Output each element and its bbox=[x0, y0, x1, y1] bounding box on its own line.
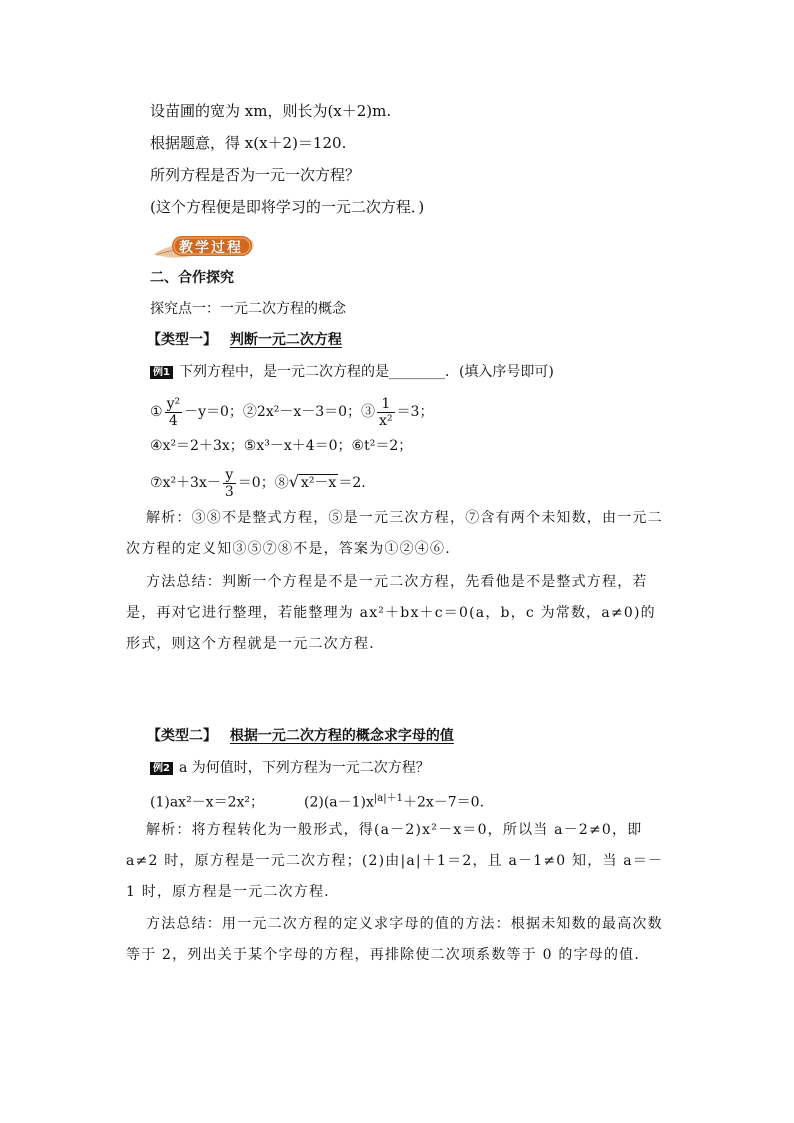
intro-line-1: 设苗圃的宽为 xm，则长为(x＋2)m. bbox=[150, 102, 392, 120]
equation-row-1: ① $\frac{\text{y²}}{4}$ －y＝0；②2x²－x－3＝0；③ $\frac{1}{\text{x²}}$ ＝3； bbox=[150, 395, 434, 429]
section-banner bbox=[152, 232, 260, 260]
example1-badge: 例1 bbox=[150, 366, 173, 379]
example2-eq1: (1)ax²－x＝2x²； bbox=[150, 794, 264, 811]
fraction-y-over-3: $\frac{y}{3}$ bbox=[224, 466, 234, 500]
equation-row-2: ④x²＝2＋3x；⑤x³－x＋4＝0；⑥t²＝2； bbox=[150, 438, 413, 454]
example2-badge: 例2 bbox=[150, 762, 173, 775]
example2-question: a 为何值时，下列方程为一元二次方程？ bbox=[178, 760, 430, 776]
type1-heading bbox=[147, 330, 342, 350]
sqrt-icon: √ bbox=[288, 472, 299, 491]
example1-question-line bbox=[150, 362, 554, 382]
equation-row-3 bbox=[150, 462, 366, 502]
analysis-1: 解析：③⑧不是整式方程，⑤是一元三次方程，⑦含有两个未知数，由一元二次方程的定义知③⑤⑦⑧不是，答案为①②④⑥. bbox=[126, 510, 663, 557]
type2-heading bbox=[147, 726, 454, 746]
fraction-y2-over-4: $\frac{\text{y²}}{4}$ bbox=[166, 395, 181, 429]
type2-title: 根据一元二次方程的概念求字母的值 bbox=[229, 728, 454, 744]
method-summary-1: 方法总结：判断一个方程是不是一元二次方程，先看他是不是整式方程，若是，再对它进行整理，若能整理为 ax²＋bx＋c＝0(a，b，c 为常数，a≠0)的形式，则这个方程就是一元二次方程. bbox=[126, 574, 656, 652]
intro-line-2: 根据题意，得 x(x＋2)＝120. bbox=[150, 134, 347, 152]
example2-eq2-tail: ＋2x－7＝0. bbox=[402, 794, 485, 811]
intro-line-4: (这个方程便是即将学习的一元二次方程．) bbox=[150, 198, 425, 216]
equation-row-3-b: ＝0；⑧ bbox=[237, 475, 289, 491]
sqrt-radicand: x²－x bbox=[300, 475, 337, 491]
example2-eq2-exponent: |a|＋1 bbox=[373, 793, 403, 804]
type2-tag: 【类型二】 bbox=[147, 728, 217, 744]
banner-label: 教学过程 bbox=[179, 240, 243, 256]
section-heading: 二、合作探究 bbox=[150, 270, 234, 286]
equation-row-1-tail: ＝3； bbox=[396, 404, 434, 420]
type1-title: 判断一元二次方程 bbox=[229, 332, 342, 348]
type1-tag: 【类型一】 bbox=[147, 332, 217, 348]
method-summary-2: 方法总结：用一元二次方程的定义求字母的值的方法：根据未知数的最高次数等于 2，列出关于某个字母的方程，再排除使二次项系数等于 0 的字母的值. bbox=[126, 916, 663, 963]
equation-row-1-text: －y＝0；②2x²－x－3＝0；③ bbox=[184, 404, 376, 420]
intro-line-3: 所列方程是否为一元一次方程？ bbox=[150, 166, 361, 184]
example1-question: 下列方程中，是一元二次方程的是________．(填入序号即可) bbox=[178, 364, 554, 380]
fraction-1-over-x2: $\frac{1}{\text{x²}}$ bbox=[379, 395, 393, 429]
example2-equations bbox=[150, 789, 484, 813]
example2-eq2: (2)(a－1)x bbox=[304, 794, 374, 811]
equation-row-3-c: ＝2. bbox=[338, 475, 366, 491]
equation-row-3-a: ⑦x²＋3x－ bbox=[150, 475, 221, 491]
example2-question-line bbox=[150, 758, 430, 778]
analysis-2: 解析：将方程转化为一般形式，得(a－2)x²－x＝0，所以当 a－2≠0，即 a≠2 时，原方程是一元二次方程；(2)由|a|＋1＝2，且 a－1≠0 知，当 a＝－1 时，原方程是一元二次方程. bbox=[126, 822, 664, 900]
explore-point-1: 探究点一：一元二次方程的概念 bbox=[150, 301, 346, 317]
